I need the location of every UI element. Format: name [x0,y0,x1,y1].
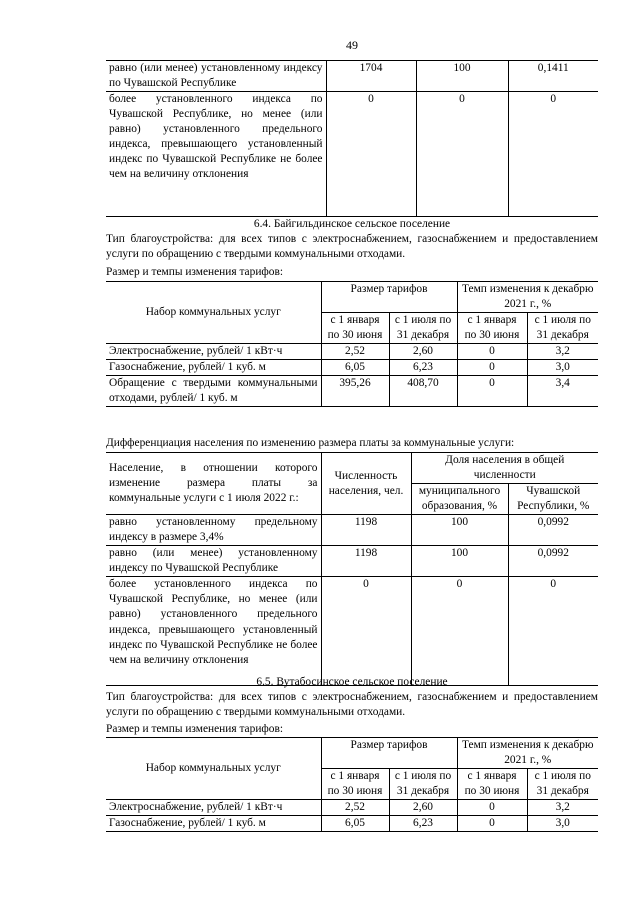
tariff-table [106,281,598,407]
header-rate: Темп изменения к декабрю 2021 г., % [457,282,598,313]
republic-share: 0,1411 [508,61,598,92]
service-name: Газоснабжение, рублей/ 1 куб. м [106,816,321,832]
header-population: Население, в отношении которого изменение размера платы за коммунальные услуги с 1 июля 2022 г.: [106,453,321,515]
row-label: равно (или менее) установленному индексу по Чувашской Республике [106,61,326,92]
rate-jul: 3,0 [527,816,598,832]
table-row [106,816,598,832]
population-table [106,452,598,686]
population-count: 1198 [321,515,411,546]
header-municipal: муниципального образования, % [411,484,508,515]
row-label: более установленного индекса по Чувашской Республике, но менее (или равно) установленного предельного индекса, превышающего установленный индекс по Чувашской Республике не более чем на величину отклонения [106,92,326,217]
tariff-jan: 395,26 [321,376,389,407]
service-name: Электроснабжение, рублей/ 1 кВт·ч [106,344,321,360]
tariff-jul: 6,23 [389,816,457,832]
header-jul: с 1 июля по 31 декабря [527,313,598,344]
header-jan: с 1 января по 30 июня [457,769,527,800]
tariff-jul: 408,70 [389,376,457,407]
rate-jan: 0 [457,376,527,407]
header-count: Численность населения, чел. [321,453,411,515]
differentiation-text: Дифференциация населения по изменению размера платы за коммунальные услуги: [106,437,515,449]
table-row [106,515,598,546]
section-title: 6.4. Байгильдинское сельское поселение [253,218,451,230]
rate-jul: 3,4 [527,376,598,407]
header-share: Доля населения в общей численности [411,453,598,484]
tariff-jan: 6,05 [321,816,389,832]
table-row [106,800,598,816]
republic-share: 0 [508,92,598,217]
tariff-jul: 6,23 [389,360,457,376]
republic-share: 0 [508,577,598,686]
header-tariff-size: Размер тарифов [321,738,457,769]
row-label: более установленного индекса по Чувашской Республике, но менее (или равно) установленного предельного индекса, превышающего установленный индекс по Чувашской Республике не более чем на величину отклонения [106,577,321,686]
section-type-text: Тип благоустройства: для всех типов с электроснабжением, газоснабжением и предоставлением услуги по обращению с твердыми коммунальными отходами. [106,691,598,719]
republic-share: 0,0992 [508,546,598,577]
service-name: Газоснабжение, рублей/ 1 куб. м [106,360,321,376]
rate-jan: 0 [457,800,527,816]
table-row [106,360,598,376]
tariff-jan: 2,52 [321,800,389,816]
tariff-jul: 2,60 [389,800,457,816]
header-service-set: Набор коммунальных услуг [106,738,321,800]
section-size-text: Размер и темпы изменения тарифов: [106,723,284,735]
rate-jul: 3,0 [527,360,598,376]
table-row [106,577,598,686]
section-type-text: Тип благоустройства: для всех типов с электроснабжением, газоснабжением и предоставлением услуги по обращению с твердыми коммунальными отходами. [106,233,598,261]
rate-jan: 0 [457,360,527,376]
population-count: 0 [326,92,416,217]
service-name: Обращение с твердыми коммунальными отходами, рублей/ 1 куб. м [106,376,321,407]
municipal-share: 100 [416,61,508,92]
row-label: равно (или менее) установленному индексу по Чувашской Республике [106,546,321,577]
tariff-jan: 6,05 [321,360,389,376]
header-service-set: Набор коммунальных услуг [106,282,321,344]
population-count: 1198 [321,546,411,577]
header-jan: с 1 января по 30 июня [321,769,389,800]
row-label: равно установленному предельному индексу в размере 3,4% [106,515,321,546]
population-count: 0 [321,577,411,686]
header-jul: с 1 июля по 31 декабря [527,769,598,800]
table-row [106,376,598,407]
tariff-jul: 2,60 [389,344,457,360]
header-rate: Темп изменения к декабрю 2021 г., % [457,738,598,769]
header-tariff-size: Размер тарифов [321,282,457,313]
service-name: Электроснабжение, рублей/ 1 кВт·ч [106,800,321,816]
header-jul: с 1 июля по 31 декабря [389,313,457,344]
rate-jan: 0 [457,344,527,360]
rate-jul: 3,2 [527,344,598,360]
page-number: 49 [346,38,358,52]
rate-jan: 0 [457,816,527,832]
header-republic: Чувашской Республики, % [508,484,598,515]
municipal-share: 100 [411,546,508,577]
section-size-text: Размер и темпы изменения тарифов: [106,266,284,278]
table-row [106,344,598,360]
header-jul: с 1 июля по 31 декабря [389,769,457,800]
header-jan: с 1 января по 30 июня [457,313,527,344]
table-row [106,92,598,217]
tariff-jan: 2,52 [321,344,389,360]
municipal-share: 100 [411,515,508,546]
table-row [106,546,598,577]
table-row [106,61,598,92]
tariff-table [106,737,598,832]
section-title: 6.5. Вутабосинское сельское поселение [256,676,448,688]
rate-jul: 3,2 [527,800,598,816]
header-jan: с 1 января по 30 июня [321,313,389,344]
top-population-table [106,60,598,217]
municipal-share: 0 [416,92,508,217]
republic-share: 0,0992 [508,515,598,546]
population-count: 1704 [326,61,416,92]
municipal-share: 0 [411,577,508,686]
